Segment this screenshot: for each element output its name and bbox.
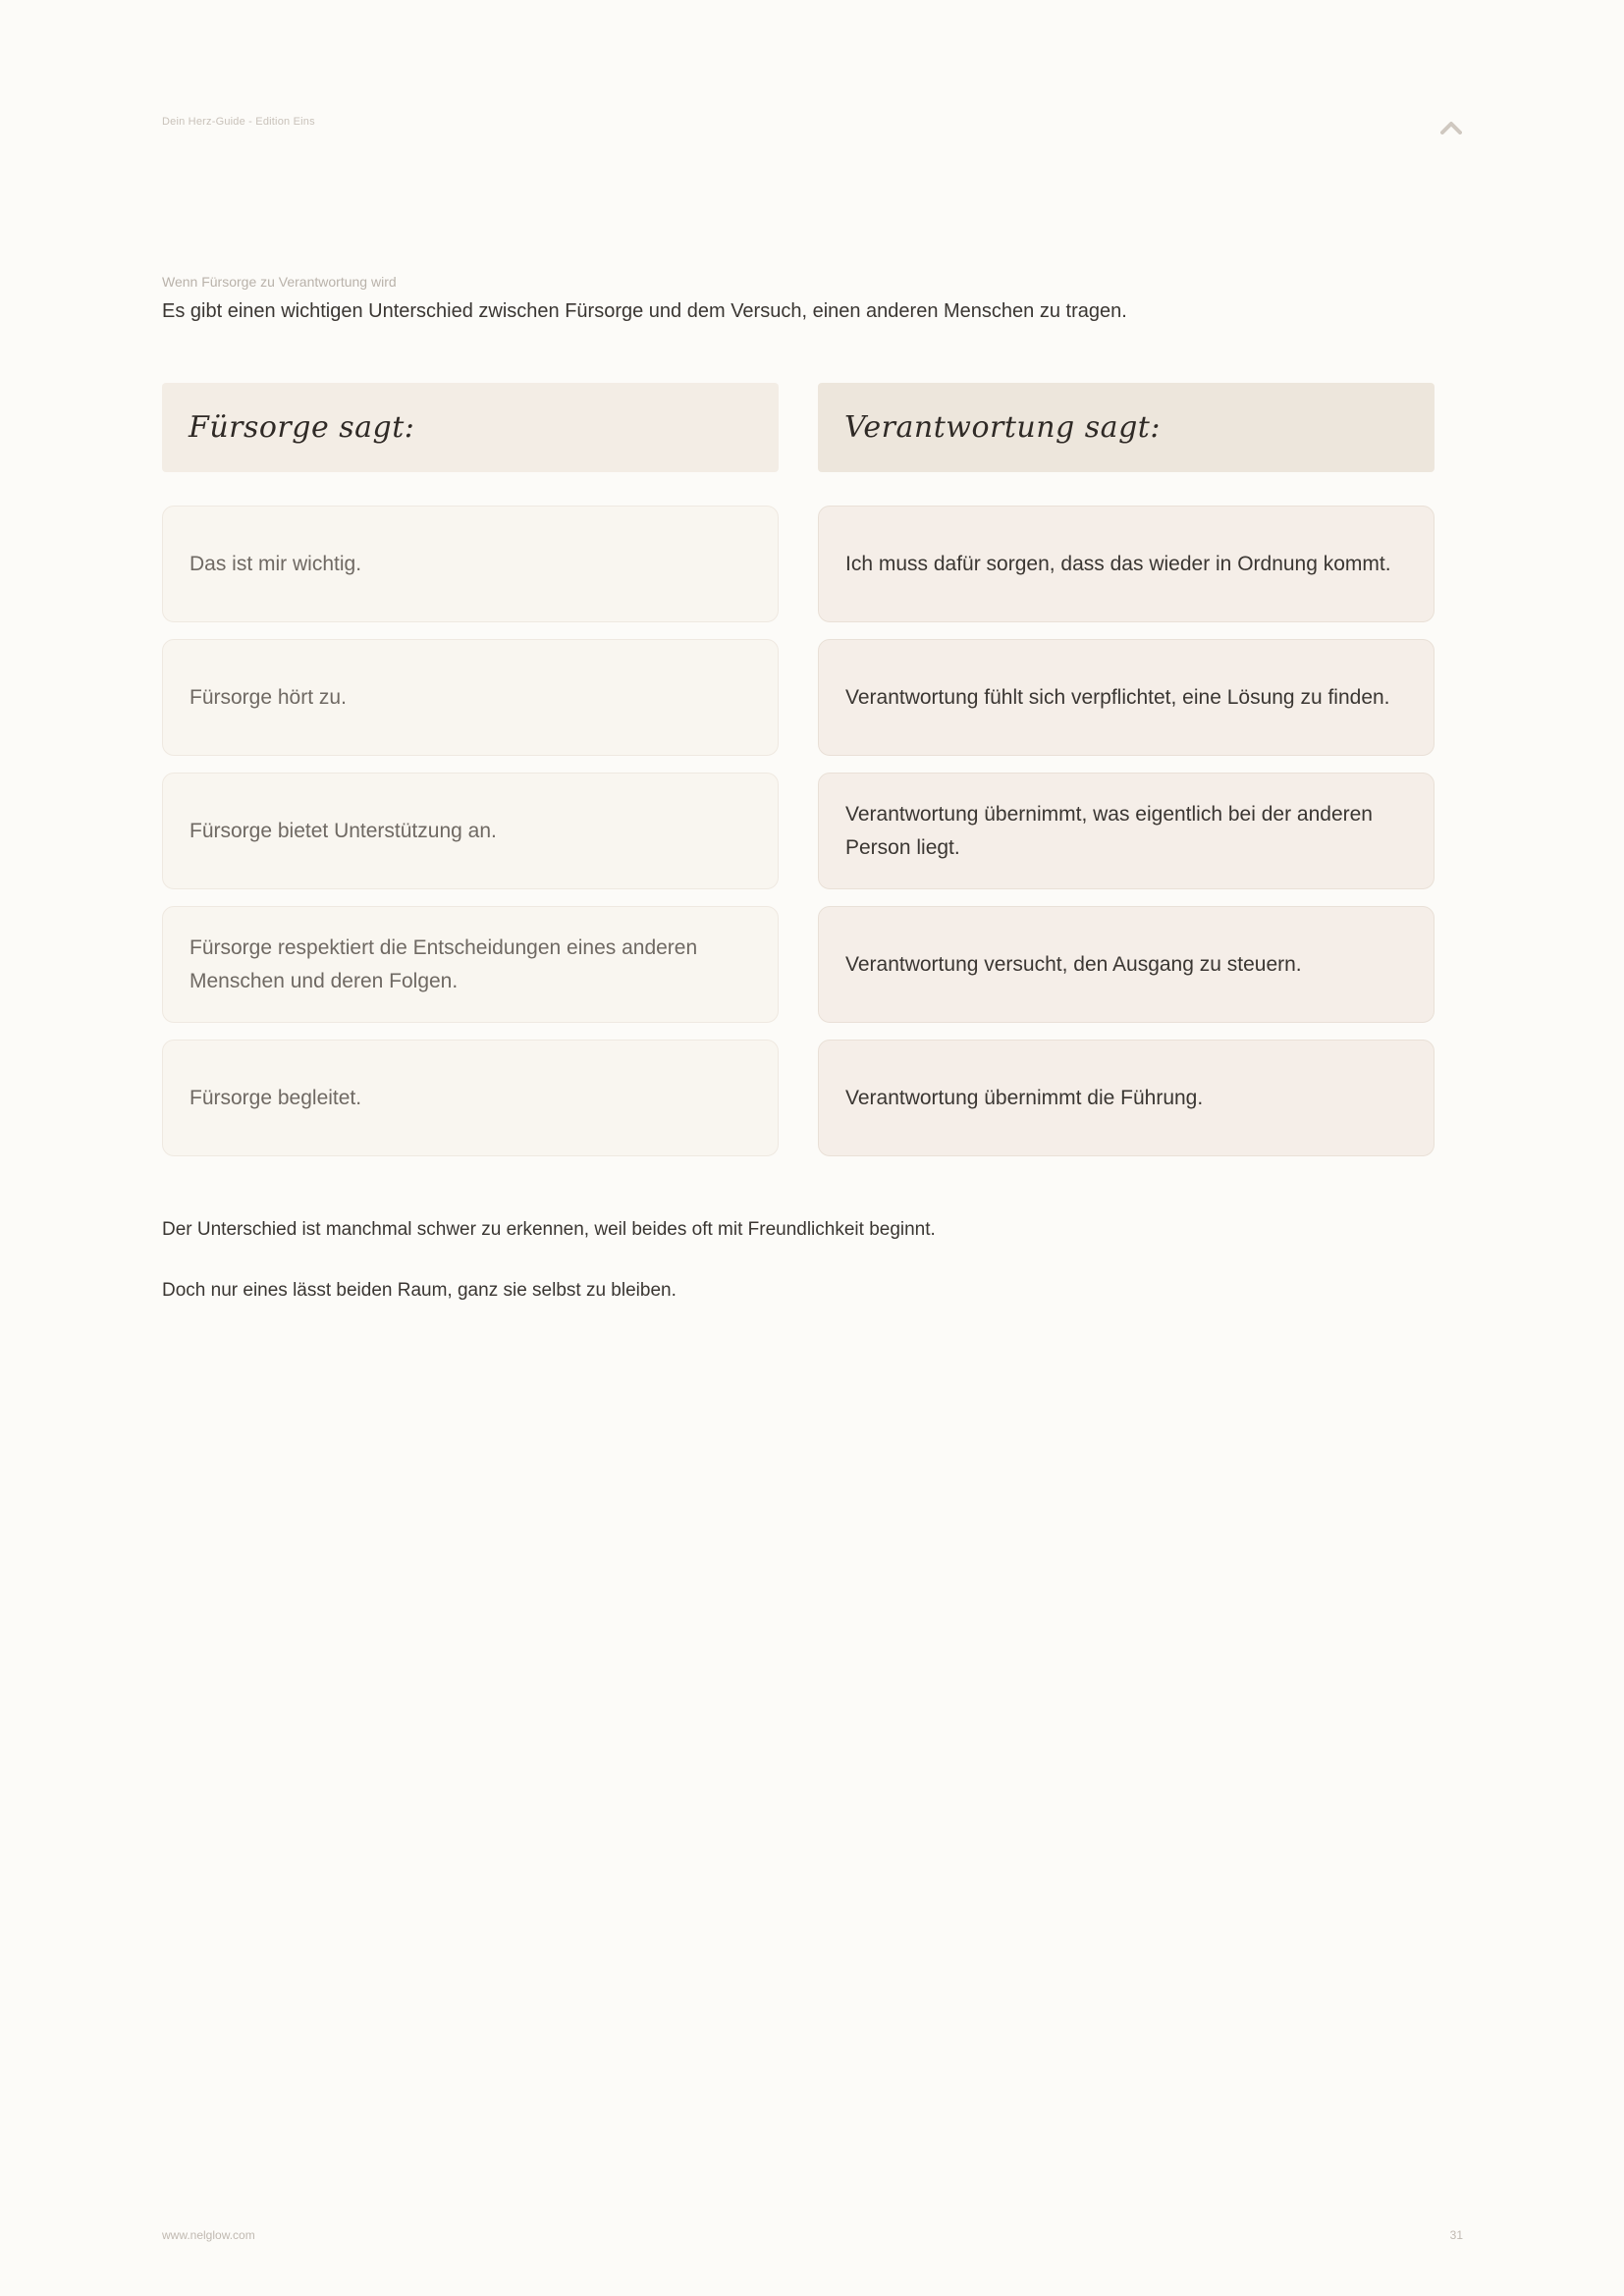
responsibility-statement-text: Verantwortung übernimmt die Führung. — [845, 1086, 1204, 1109]
responsibility-statement-card — [818, 506, 1435, 622]
care-statement-card — [162, 1040, 779, 1156]
responsibility-statement-text: Verantwortung übernimmt, was eigentlich bei der anderen Person liegt. — [845, 802, 1373, 859]
responsibility-statement-text: Ich muss dafür sorgen, dass das wieder in Ordnung kommt. — [845, 552, 1391, 575]
section-kicker: Wenn Fürsorge zu Verantwortung wird — [162, 274, 397, 290]
care-statement-text: Das ist mir wichtig. — [189, 552, 362, 575]
responsibility-statement-card — [818, 773, 1435, 889]
care-statement-text: Fürsorge hört zu. — [189, 685, 347, 709]
care-statement-card — [162, 773, 779, 889]
page-number: 31 — [1449, 2228, 1463, 2242]
care-statement-text: Fürsorge respektiert die Entscheidungen eines anderen Menschen und deren Folgen. — [189, 935, 698, 992]
intro-text: Es gibt einen wichtigen Unterschied zwischen Fürsorge und dem Versuch, einen anderen Menschen zu tragen. — [162, 300, 1127, 322]
care-statement-card — [162, 639, 779, 756]
responsibility-statement-card — [818, 639, 1435, 756]
guide-label: Dein Herz-Guide - Edition Eins — [162, 116, 315, 128]
scroll-to-top-button[interactable] — [1437, 118, 1465, 137]
care-statement-text: Fürsorge bietet Unterstützung an. — [189, 819, 497, 842]
responsibility-statement-text: Verantwortung versucht, den Ausgang zu steuern. — [845, 952, 1302, 976]
care-statement-text: Fürsorge begleitet. — [189, 1086, 362, 1109]
footer-url: www.nelglow.com — [162, 2228, 255, 2242]
care-column-header: Fürsorge sagt: — [162, 383, 779, 472]
closing-paragraph: Der Unterschied ist manchmal schwer zu erkennen, weil beides oft mit Freundlichkeit beginnt. — [162, 1219, 936, 1240]
care-statement-card — [162, 506, 779, 622]
responsibility-statement-card — [818, 906, 1435, 1023]
care-statement-card — [162, 906, 779, 1023]
responsibility-statement-text: Verantwortung fühlt sich verpflichtet, eine Lösung zu finden. — [845, 685, 1390, 709]
closing-paragraph: Doch nur eines lässt beiden Raum, ganz sie selbst zu bleiben. — [162, 1280, 677, 1301]
responsibility-column-header: Verantwortung sagt: — [818, 383, 1435, 472]
chevron-up-icon — [1440, 121, 1462, 134]
responsibility-statement-card — [818, 1040, 1435, 1156]
